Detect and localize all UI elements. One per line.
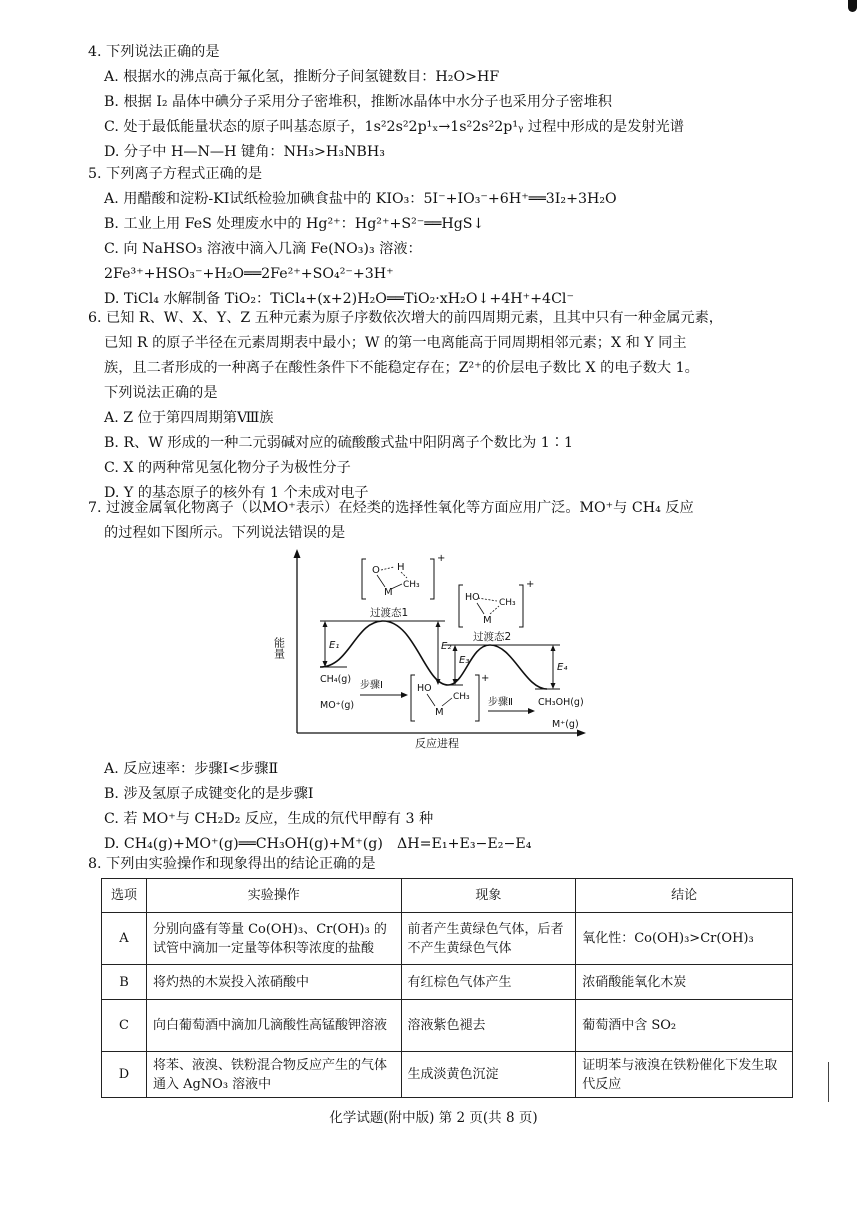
cell-option: A <box>102 913 147 965</box>
step1-label: 步骤Ⅰ <box>360 680 383 691</box>
svg-text:+: + <box>526 579 535 590</box>
header-option: 选项 <box>102 879 147 913</box>
svg-text:CH₃: CH₃ <box>453 692 470 702</box>
question-8 <box>88 852 788 877</box>
cell-conclusion: 证明苯与液溴在铁粉催化下发生取代反应 <box>576 1052 793 1098</box>
e4-label: E₄ <box>557 662 568 673</box>
option-a: A. Z 位于第四周期第Ⅷ族 <box>104 410 274 426</box>
margin-mark <box>828 1062 829 1102</box>
reactant-ch4: CH₄(g) <box>320 674 352 685</box>
e1-label: E₁ <box>329 640 340 651</box>
energy-curve <box>320 621 547 689</box>
header-phenomenon: 现象 <box>401 879 576 913</box>
cell-conclusion: 氧化性：Co(OH)₃>Cr(OH)₃ <box>576 913 793 965</box>
option-a: A. 根据水的沸点高于氟化氢，推断分子间氢键数目：H₂O>HF <box>104 69 500 85</box>
question-stem-cont: 的过程如下图所示。下列说法错误的是 <box>104 525 346 541</box>
svg-text:HO: HO <box>417 683 432 694</box>
svg-text:O: O <box>372 565 380 576</box>
cell-phenomenon: 有红棕色气体产生 <box>401 965 576 1000</box>
option-d: D. TiCl₄ 水解制备 TiO₂：TiCl₄+(x+2)H₂O══TiO₂·xH₂O↓+4H⁺+4Cl⁻ <box>104 291 574 307</box>
cell-conclusion: 浓硝酸能氧化木炭 <box>576 965 793 1000</box>
option-d: D. CH₄(g)+MO⁺(g)══CH₃OH(g)+M⁺(g) ΔH=E₁+E₃−E₂−E₄ <box>104 836 532 852</box>
ts2-label: 过渡态2 <box>473 631 512 643</box>
cell-phenomenon: 溶液紫色褪去 <box>401 1000 576 1052</box>
e3-label: E₃ <box>459 655 470 666</box>
question-6 <box>88 306 788 506</box>
option-d: D. 分子中 H—N—H 键角：NH₃>H₃NBH₃ <box>104 144 385 160</box>
option-b: B. 根据 I₂ 晶体中碘分子采用分子密堆积，推断冰晶体中水分子也采用分子密堆积 <box>104 94 612 110</box>
question-stem: 5. 下列离子方程式正确的是 <box>88 166 263 182</box>
header-conclusion: 结论 <box>576 879 793 913</box>
cell-option: B <box>102 965 147 1000</box>
intermediate-structure <box>411 673 489 721</box>
svg-text:CH₃: CH₃ <box>499 598 516 608</box>
y-axis-label: 能量 <box>272 637 286 659</box>
question-stem-cont: 下列说法正确的是 <box>104 385 218 401</box>
ts2-structure <box>459 579 534 627</box>
option-c: C. 向 NaHSO₃ 溶液中滴入几滴 Fe(NO₃)₃ 溶液： <box>104 241 422 257</box>
svg-text:M: M <box>435 707 444 718</box>
svg-text:CH₃: CH₃ <box>403 580 420 590</box>
cell-phenomenon: 生成淡黄色沉淀 <box>401 1052 576 1098</box>
page-footer: 化学试题(附中版) 第 2 页(共 8 页) <box>329 1110 538 1126</box>
svg-text:M: M <box>483 615 492 626</box>
question-stem: 7. 过渡金属氧化物离子（以MO⁺表示）在烃类的选择性氧化等方面应用广泛。MO⁺与 CH₄ 反应 <box>88 500 694 516</box>
table-row <box>102 1000 793 1052</box>
question-stem-cont: 族，且二者形成的一种离子在酸性条件下不能稳定存在；Z²⁺的价层电子数比 X 的电子数大 1。 <box>104 360 699 376</box>
cell-conclusion: 葡萄酒中含 SO₂ <box>576 1000 793 1052</box>
option-c: C. 处于最低能量状态的原子叫基态原子，1s²2s²2p¹ₓ→1s²2s²2p¹ᵧ 过程中形成的是发射光谱 <box>104 119 684 135</box>
table-row <box>102 965 793 1000</box>
svg-text:H: H <box>397 562 405 573</box>
option-c-equation: 2Fe³⁺+HSO₃⁻+H₂O══2Fe²⁺+SO₄²⁻+3H⁺ <box>104 266 394 282</box>
x-axis-arrow <box>577 730 586 737</box>
cell-operation: 将苯、液溴、铁粉混合物反应产生的气体通入 AgNO₃ 溶液中 <box>146 1052 401 1098</box>
svg-text:+: + <box>437 553 446 564</box>
svg-text:M: M <box>384 587 393 598</box>
table-row <box>102 1052 793 1098</box>
cell-option: C <box>102 1000 147 1052</box>
question-7-options <box>88 757 788 857</box>
ts1-structure <box>362 553 445 599</box>
table-row <box>102 913 793 965</box>
option-c: C. X 的两种常见氢化物分子为极性分子 <box>104 460 351 476</box>
cell-phenomenon: 前者产生黄绿色气体，后者不产生黄绿色气体 <box>401 913 576 965</box>
question-stem: 4. 下列说法正确的是 <box>88 44 220 60</box>
question-stem: 8. 下列由实验操作和现象得出的结论正确的是 <box>88 856 376 872</box>
option-d: D. Y 的基态原子的核外有 1 个未成对电子 <box>104 485 369 501</box>
question-5 <box>88 162 788 312</box>
question-7 <box>88 496 788 546</box>
experiment-table <box>101 878 793 1098</box>
reactant-mo: MO⁺(g) <box>320 700 355 711</box>
product-m: M⁺(g) <box>552 719 579 730</box>
header-operation: 实验操作 <box>146 879 401 913</box>
energy-profile-diagram <box>272 545 595 755</box>
option-a: A. 用醋酸和淀粉-KI试纸检验加碘食盐中的 KIO₃：5I⁻+IO₃⁻+6H⁺══3I₂+3H₂O <box>104 191 617 207</box>
table-header-row <box>102 879 793 913</box>
ts1-label: 过渡态1 <box>370 607 409 619</box>
option-b: B. 工业上用 FeS 处理废水中的 Hg²⁺：Hg²⁺+S²⁻══HgS↓ <box>104 216 485 232</box>
cell-operation: 将灼热的木炭投入浓硝酸中 <box>146 965 401 1000</box>
x-axis-label: 反应进程 <box>415 737 459 750</box>
step2-label: 步骤Ⅱ <box>488 697 513 708</box>
option-a: A. 反应速率：步骤Ⅰ<步骤Ⅱ <box>104 761 279 777</box>
e2-label: E₂ <box>441 641 452 652</box>
question-4 <box>88 40 788 165</box>
option-b: B. R、W 形成的一种二元弱碱对应的硫酸酸式盐中阳阴离子个数比为 1∶1 <box>104 435 574 451</box>
option-b: B. 涉及氢原子成键变化的是步骤Ⅰ <box>104 786 314 802</box>
question-stem-cont: 已知 R 的原子半径在元素周期表中最小；W 的第一电离能高于同周期相邻元素；X 和 Y 同主 <box>104 335 687 351</box>
cell-option: D <box>102 1052 147 1098</box>
cell-operation: 向白葡萄酒中滴加几滴酸性高锰酸钾溶液 <box>146 1000 401 1052</box>
svg-text:+: + <box>481 673 490 684</box>
cell-operation: 分别向盛有等量 Co(OH)₃、Cr(OH)₃ 的试管中滴加一定量等体积等浓度的盐酸 <box>146 913 401 965</box>
svg-text:HO: HO <box>465 592 480 603</box>
option-c: C. 若 MO⁺与 CH₂D₂ 反应，生成的氘代甲醇有 3 种 <box>104 811 434 827</box>
corner-mark <box>848 0 857 12</box>
y-axis-arrow <box>294 549 301 558</box>
product-ch3oh: CH₃OH(g) <box>538 697 584 708</box>
question-stem: 6. 已知 R、W、X、Y、Z 五种元素为原子序数依次增大的前四周期元素，且其中只有一种金属元素， <box>88 310 723 326</box>
